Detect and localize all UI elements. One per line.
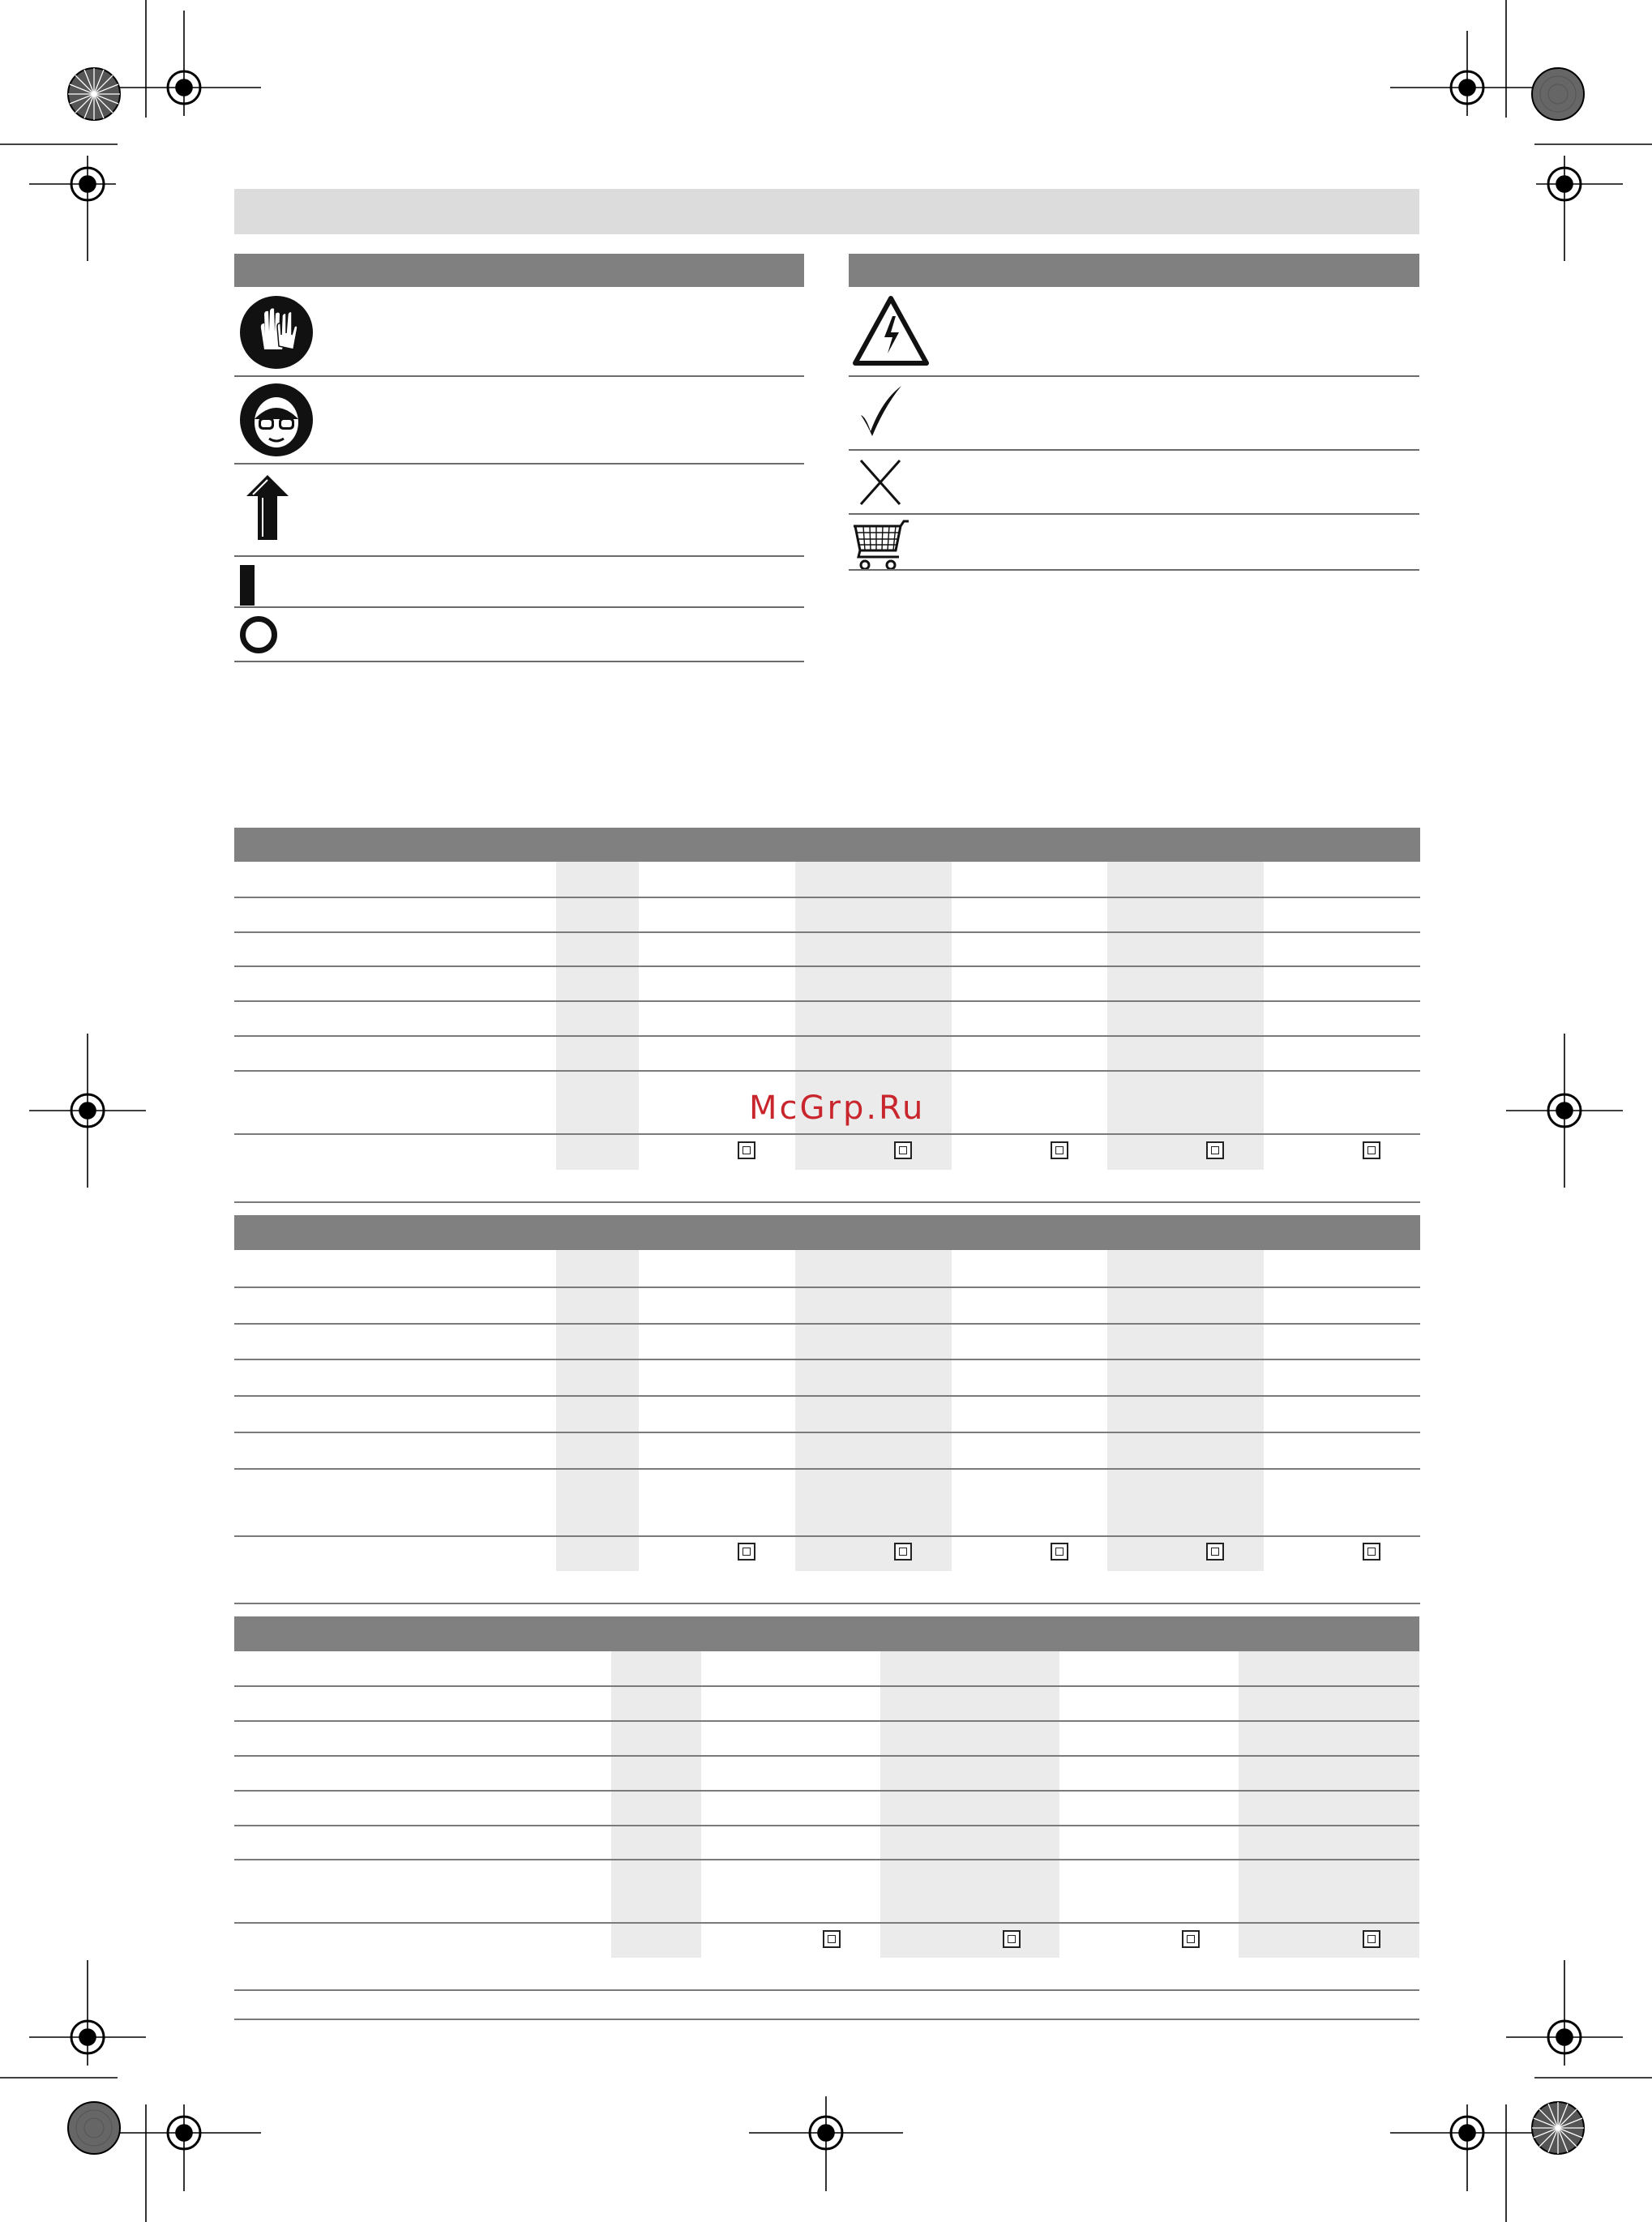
symbols-left-divider [234,375,804,377]
table-row-line [234,1535,1420,1537]
electric-hazard-icon [852,295,930,368]
protection-class-box [1051,1141,1068,1159]
shopping-cart-icon [852,520,910,572]
up-arrow-icon [243,473,292,542]
protection-class-box [894,1543,912,1561]
table-row-line [234,1395,1420,1397]
table-bottom-line [234,1603,1420,1604]
page-header-band [234,189,1419,234]
safety-goggles-icon [240,383,313,456]
footer-line [234,2019,1419,2020]
table-row-line [234,1359,1420,1360]
protection-class-box [1363,1543,1380,1561]
watermark: McGrp.Ru [749,1090,926,1127]
table-row-line [234,965,1420,967]
table-row-line [234,1432,1420,1433]
table-3-stripe [1239,1651,1419,1958]
table-row-line [234,1825,1419,1826]
cross-icon [856,457,905,507]
table-row-line [234,1000,1420,1002]
protection-class-box [1206,1141,1224,1159]
table-row-line [234,1790,1419,1792]
table-row-line [234,1287,1420,1288]
symbols-left-divider [234,555,804,557]
table-row-line [234,1133,1420,1135]
protection-class-box [1051,1543,1068,1561]
protection-class-box [823,1930,841,1948]
table-row-line [234,1468,1420,1470]
table-row-line [234,1720,1419,1722]
table-row-line [234,1323,1420,1325]
gloves-icon [240,296,313,369]
symbols-left-header [234,254,804,287]
checkmark-icon [858,384,906,438]
table-3-stripe [880,1651,1059,1958]
symbols-right-header [849,254,1419,287]
table-1-header-band [234,828,1420,862]
table-row-line [234,1070,1420,1072]
symbols-right-divider [849,449,1419,451]
table-1-stripe [1107,862,1264,1170]
table-1-stripe [556,862,639,1170]
table-row-line [234,1859,1419,1860]
table-2-header-band [234,1215,1420,1250]
protection-class-box [894,1141,912,1159]
symbols-left-divider [234,661,804,662]
table-bottom-line [234,1989,1419,1991]
symbols-right-divider [849,375,1419,377]
table-row-line [234,931,1420,933]
protection-class-box [1363,1930,1380,1948]
symbols-left-divider [234,463,804,465]
table-row-line [234,1685,1419,1687]
protection-class-box [1363,1141,1380,1159]
table-row-line [234,897,1420,898]
on-switch-icon [240,565,255,606]
protection-class-box [738,1141,755,1159]
table-3-stripe [611,1651,701,1958]
table-row-line [234,1035,1420,1037]
protection-class-box [1182,1930,1200,1948]
protection-class-box [738,1543,755,1561]
symbols-right-divider [849,569,1419,571]
table-2-stripe [556,1250,639,1571]
table-2-stripe [1107,1250,1264,1571]
symbols-left-divider [234,606,804,608]
table-3-header-band [234,1616,1419,1651]
protection-class-box [1003,1930,1021,1948]
table-row-line [234,1755,1419,1757]
symbols-right-divider [849,513,1419,515]
table-bottom-line [234,1201,1420,1203]
off-switch-icon [240,616,277,653]
protection-class-box [1206,1543,1224,1561]
table-2-stripe [795,1250,952,1571]
table-row-line [234,1922,1419,1924]
